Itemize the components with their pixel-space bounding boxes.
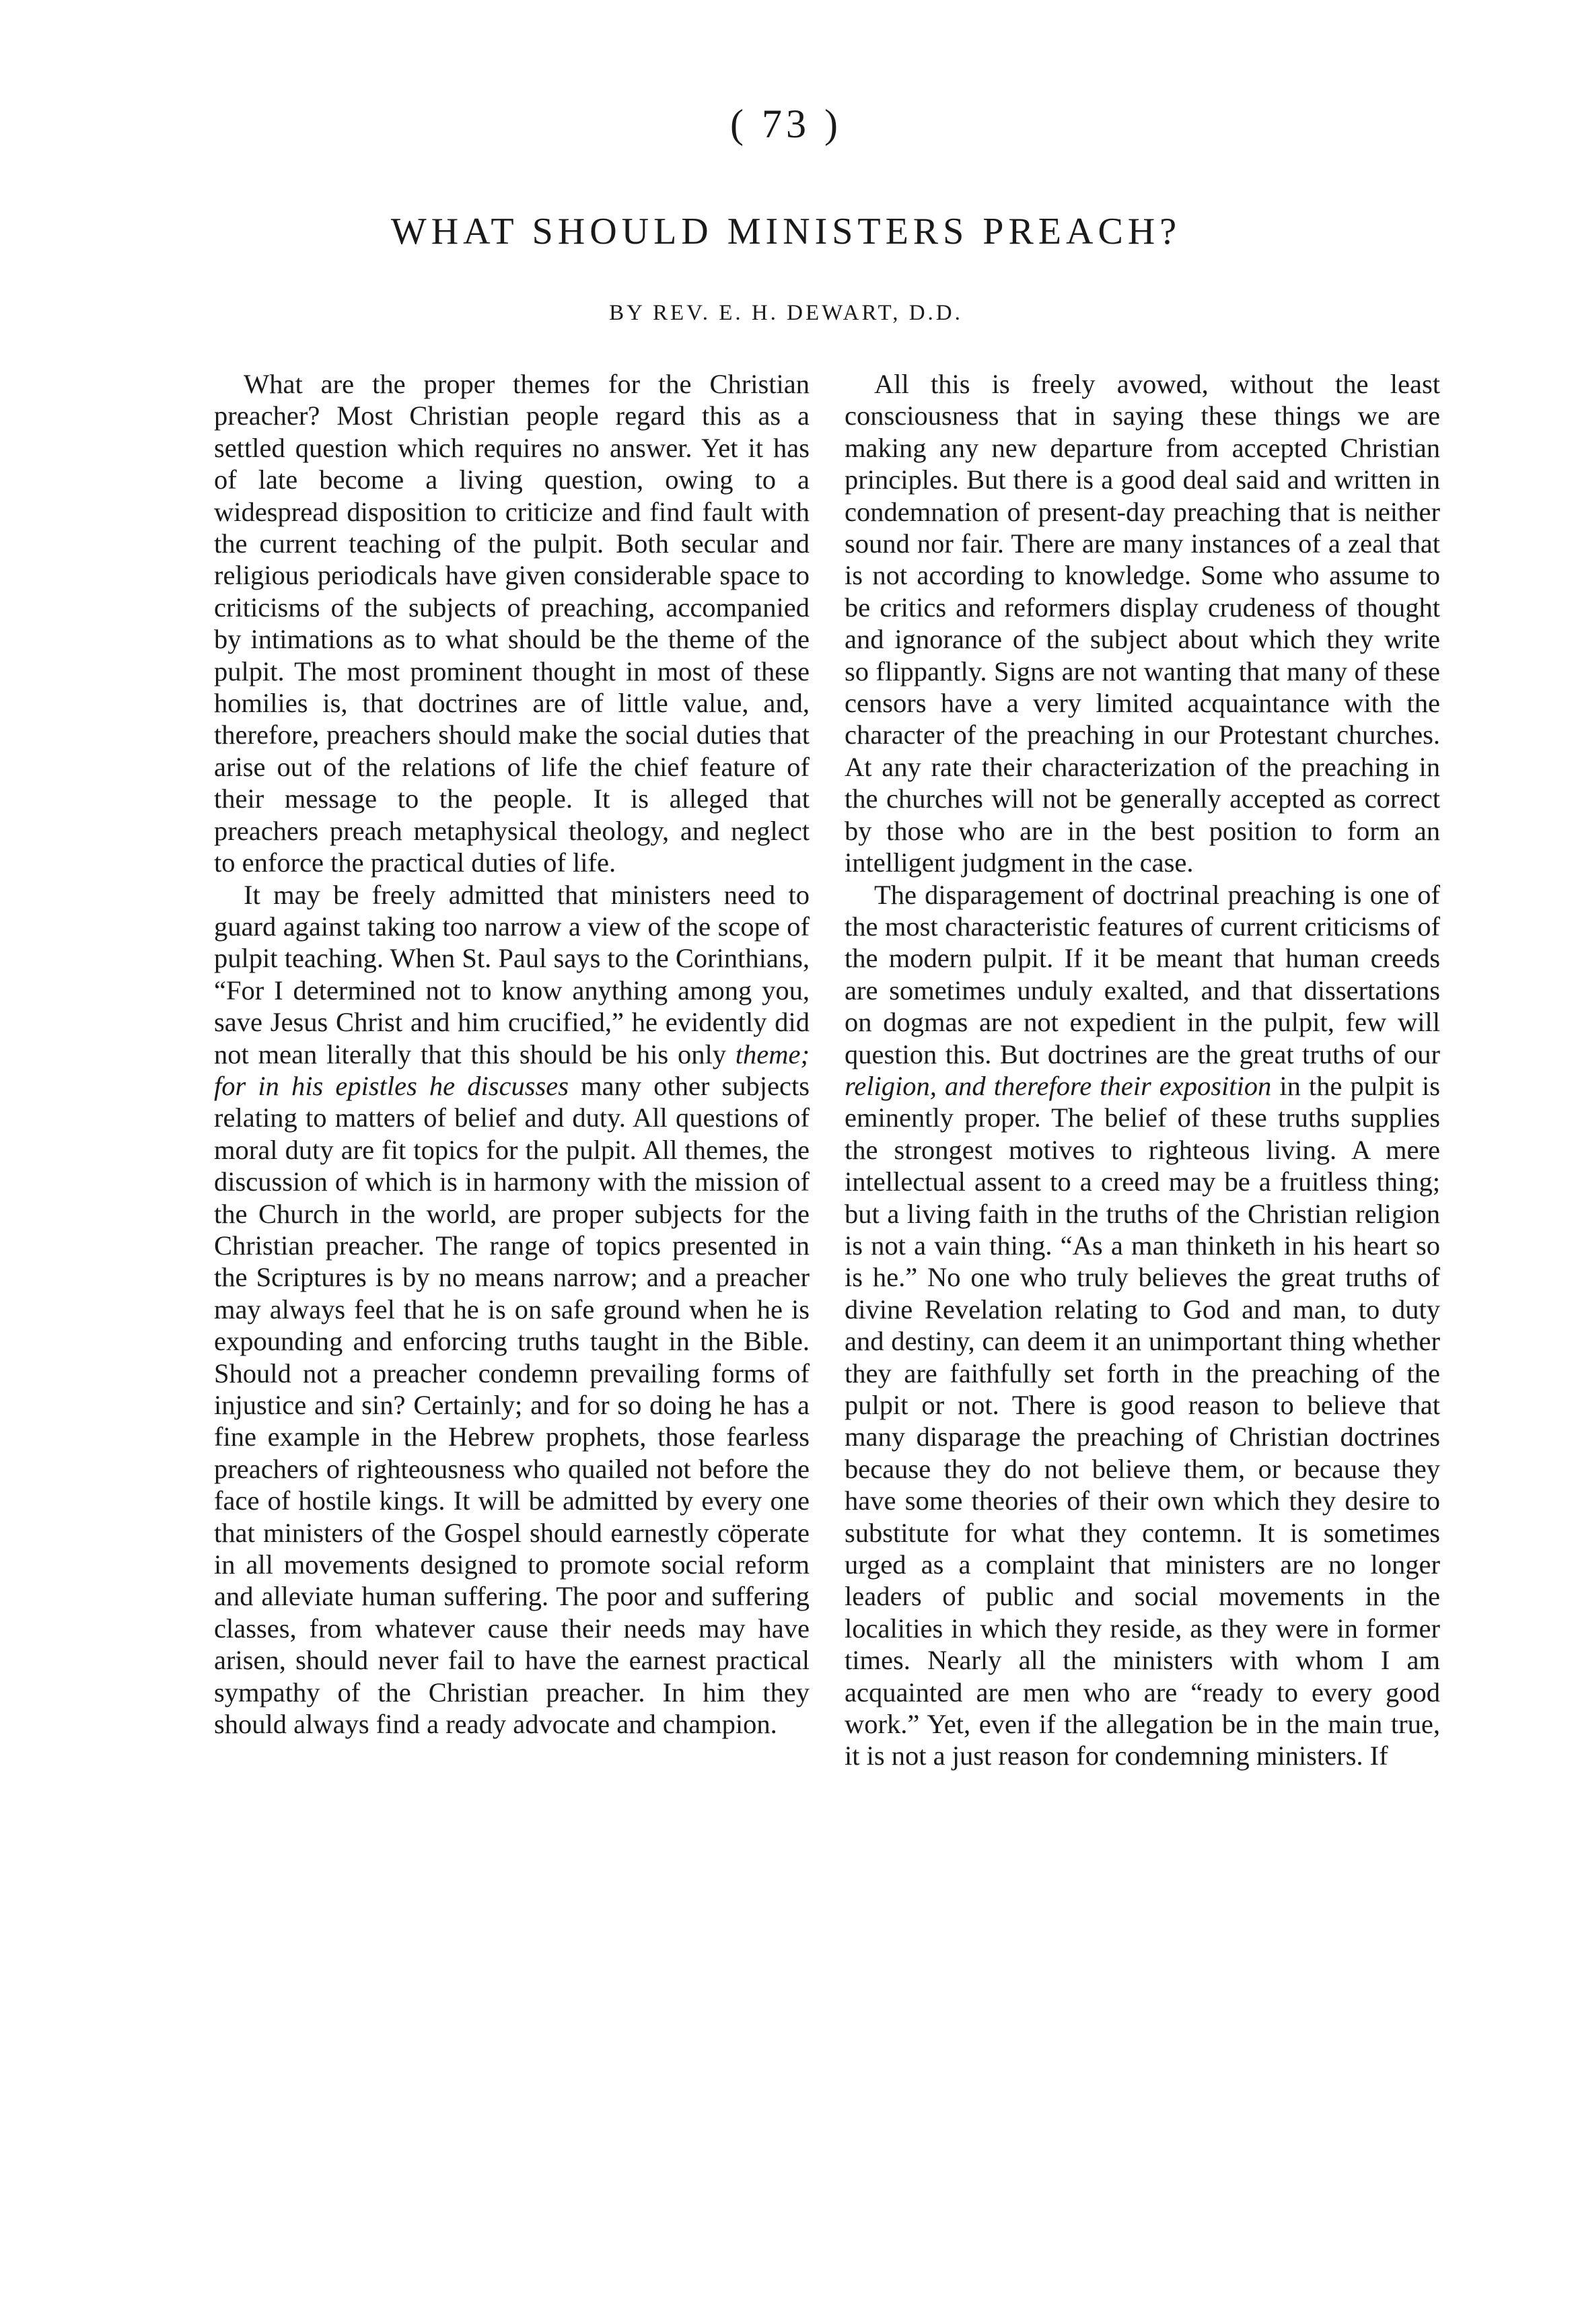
right-column [845,368,1440,1772]
left-column [214,368,810,1740]
article-title: WHAT SHOULD MINISTERS PREACH? [390,211,1182,252]
paragraph-1: What are the proper themes for the Christian preacher? Most Christian people regard this as a settled question which requires no answer. Yet it has of late become a living question, owing to a widespread disposition to criticize and find fault with the current teaching of the pulpit. Both secular and religious periodicals have given considerable space to criticisms of the subjects of preaching, accompanied by intimations as to what should be the theme of the pulpit. The most prominent thought in most of these homilies is, that doctrines are of little value, and, therefore, preachers should make the social duties that arise out of the relations of life the chief feature of their message to the people. It is alleged that preachers preach metaphysical theology, and neglect to enforce the practical duties of life. [214,369,810,878]
paragraph-3: All this is freely avowed, without the least consciousness that in saying these things we are making any new departure from accepted Christian principles. But there is a good deal said and written in condemnation of present-day preaching that is neither sound nor fair. There are many instances of a zeal that is not according to knowledge. Some who assume to be critics and reformers display crudeness of thought and ignorance of the subject about which they write so flippantly. Signs are not wanting that many of these censors have a very limited acquaintance with the character of the preaching in our Protestant churches. At any rate their characterization of the preaching in the churches will not be generally accepted as correct by those who are in the best position to form an intelligent judgment in the case. [845,369,1440,878]
paragraph-4-part-1: The disparagement of doctrinal preaching is one of the most characteristic features of current criticisms of the modern pulpit. If it be meant that human creeds are sometimes unduly exalted, and that dissertations on dogmas are not expedient in the pulpit, few will question this. But doctrines are the great truths of our [845,879,1440,1069]
paragraph-2 [214,879,810,1740]
paragraph-4-italic: religion, and therefore their exposition [845,1070,1272,1101]
paragraph-2-part-2: many other subjects relating to matters of belief and duty. All questions of moral duty are fit topics for the pulpit. All themes, the discussion of which is in harmony with the mission of the Church in the world, are proper subjects for the Christian preacher. The range of topics presented in the Scriptures is by no means narrow; and a preacher may always feel that he is on safe ground when he is expounding and enforcing truths taught in the Bible. Should not a preacher condemn prevailing forms of injustice and sin? Certainly; and for so doing he has a fine example in the Hebrew prophets, those fearless preachers of righteousness who quailed not before the face of hostile kings. It will be admitted by every one that ministers of the Gospel should earnestly cöperate in all movements designed to promote social reform and alleviate human suffering. The poor and suffering classes, from whatever cause their needs may have arisen, should never fail to have the earnest practical sympathy of the Christian preacher. In him they should always find a ready advocate and champion. [214,1070,810,1740]
paragraph-2-part-1: It may be freely admitted that ministers need to guard against taking too narrow a view of the scope of pulpit teaching. When St. Paul says to the Corinthians, “For I determined not to know anything among you, save Jesus Christ and him crucified,” he evidently did not mean literally that this should be his only [214,879,810,1069]
article-byline: BY REV. E. H. DEWART, D.D. [609,301,963,325]
paragraph-4 [845,879,1440,1772]
page-number: ( 73 ) [730,102,842,146]
paragraph-4-part-2: in the pulpit is eminently proper. The belief of these truths supplies the strongest motives to righteous living. A mere intellectual assent to a creed may be a fruitless thing; but a living faith in the truths of the Christian religion is not a vain thing. “As a man thinketh in his heart so is he.” No one who truly believes the great truths of divine Revelation relating to God and man, to duty and destiny, can deem it an unimportant thing whether they are faithfully set forth in the preaching of the pulpit or not. There is good reason to believe that many disparage the preaching of Christian doctrines because they do not believe them, or because they have some theories of their own which they desire to substitute for what they contemn. It is sometimes urged as a complaint that ministers are no longer leaders of public and social movements in the localities in which they reside, as they were in former times. Nearly all the ministers with whom I am acquainted are men who are “ready to every good work.” Yet, even if the allegation be in the main true, it is not a just reason for condemning ministers. If [845,1070,1440,1771]
paragraph-2-italic: theme; for in his epistles he discusses [214,1038,810,1101]
